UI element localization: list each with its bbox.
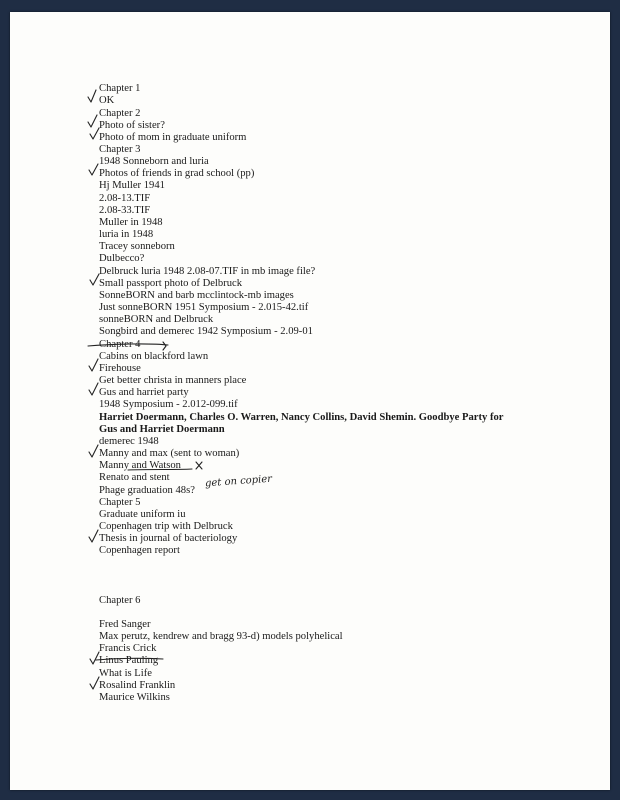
- line-chapter-4: Chapter 4: [99, 339, 141, 350]
- line: 1948 Sonneborn and luria: [99, 156, 209, 167]
- line: Dulbecco?: [99, 253, 145, 264]
- line: Just sonneBORN 1951 Symposium - 2.015-42.tif: [99, 302, 309, 313]
- line: Copenhagen report: [99, 545, 180, 556]
- line-chapter-1: Chapter 1: [99, 83, 141, 94]
- line: Photos of friends in grad school (pp): [99, 168, 255, 179]
- line: Get better christa in manners place: [99, 375, 247, 386]
- line: Renato and stent: [99, 472, 170, 483]
- line: Muller in 1948: [99, 217, 163, 228]
- line: demerec 1948: [99, 436, 159, 447]
- line: Cabins on blackford lawn: [99, 351, 209, 362]
- line: Maurice Wilkins: [99, 692, 170, 703]
- line: Manny and Watson: [99, 460, 181, 471]
- line-chapter-3: Chapter 3: [99, 144, 141, 155]
- line: 2.08-33.TIF: [99, 205, 151, 216]
- line: Photo of sister?: [99, 120, 165, 131]
- line: Max perutz, kendrew and bragg 93-d) models polyhelical: [99, 631, 343, 642]
- line: Small passport photo of Delbruck: [99, 278, 242, 289]
- line: Fred Sanger: [99, 619, 151, 630]
- line: OK: [99, 95, 115, 106]
- line: 1948 Symposium - 2.012-099.tif: [99, 399, 238, 410]
- line: What is Life: [99, 668, 152, 679]
- line: Delbruck luria 1948 2.08-07.TIF in mb image file?: [99, 266, 316, 277]
- line: Tracey sonneborn: [99, 241, 175, 252]
- line: Phage graduation 48s?: [99, 485, 195, 496]
- line: Copenhagen trip with Delbruck: [99, 521, 233, 532]
- line: Gus and harriet party: [99, 387, 189, 398]
- line-bold-caption: Harriet Doermann, Charles O. Warren, Nancy Collins, David Shemin. Goodbye Party for: [99, 412, 504, 423]
- line: Firehouse: [99, 363, 141, 374]
- line: Thesis in journal of bacteriology: [99, 533, 238, 544]
- line: Linus Pauling: [99, 655, 159, 666]
- line-chapter-6: Chapter 6: [99, 595, 141, 606]
- line: 2.08-13.TIF: [99, 193, 151, 204]
- line: Rosalind Franklin: [99, 680, 176, 691]
- line: Hj Muller 1941: [99, 180, 165, 191]
- line: luria in 1948: [99, 229, 154, 240]
- line: sonneBORN and Delbruck: [99, 314, 214, 325]
- document-lines: [10, 12, 610, 790]
- line-bold-caption: Gus and Harriet Doermann: [99, 424, 225, 435]
- line: SonneBORN and barb mcclintock-mb images: [99, 290, 294, 301]
- line-chapter-5: Chapter 5: [99, 497, 141, 508]
- document-page: [10, 12, 610, 790]
- line: Francis Crick: [99, 643, 157, 654]
- line-chapter-2: Chapter 2: [99, 108, 141, 119]
- line: Songbird and demerec 1942 Symposium - 2.09-01: [99, 326, 313, 337]
- handwritten-note: get on copier: [204, 473, 273, 490]
- line: Graduate uniform iu: [99, 509, 186, 520]
- line: Photo of mom in graduate uniform: [99, 132, 247, 143]
- line: Manny and max (sent to woman): [99, 448, 240, 459]
